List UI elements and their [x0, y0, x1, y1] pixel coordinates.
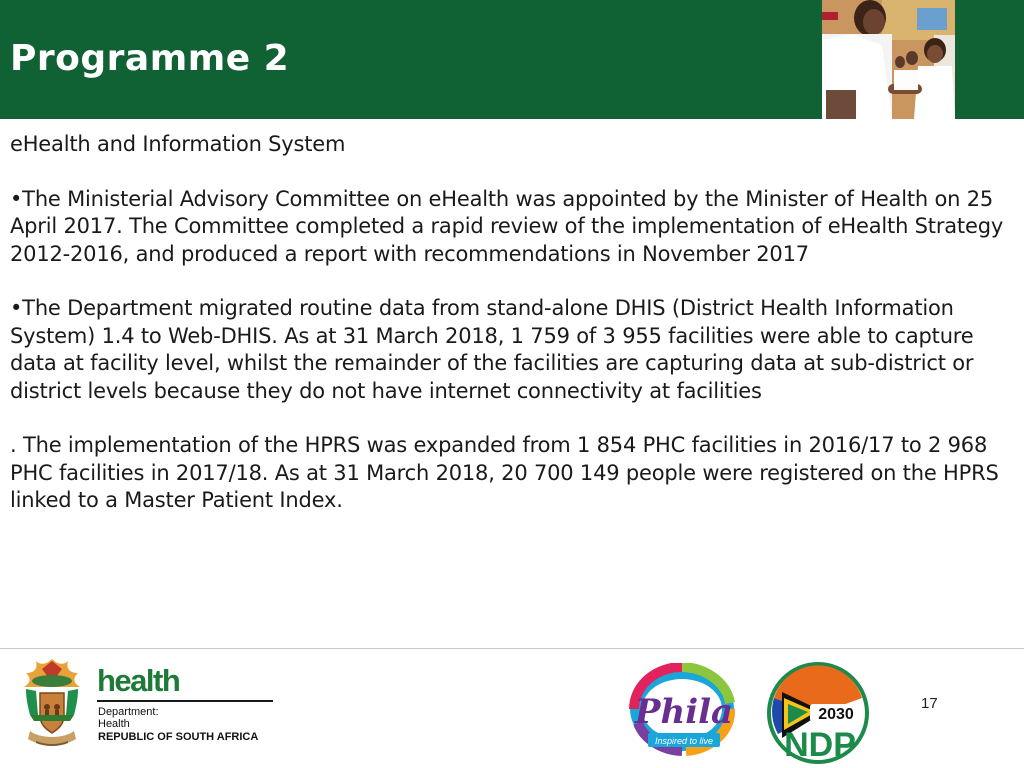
department-name: Health	[98, 718, 130, 730]
slide-body	[10, 131, 1014, 515]
department-label: Department:	[98, 706, 159, 718]
country-name: REPUBLIC OF SOUTH AFRICA	[98, 731, 259, 743]
bullet-paragraph-hprs: . The implementation of the HPRS was expanded from 1 854 PHC facilities in 2016/17 to 2 968 PHC facilities in 2017/18. As at 31 March 2018, 20 700 149 people were registered on the HPRS linked to a Master Patient Index.	[10, 433, 999, 513]
ndp-year: 2030	[818, 706, 854, 723]
nurse-child-photo	[822, 0, 955, 119]
slide-title: Programme 2	[10, 38, 290, 79]
health-rule	[97, 700, 273, 702]
page-number: 17	[921, 695, 938, 712]
section-heading: eHealth and Information System	[10, 132, 346, 156]
coat-of-arms-icon	[16, 655, 88, 751]
bullet-paragraph-dhis-migration: •The Department migrated routine data from stand-alone DHIS (District Health Information System) 1.4 to Web-DHIS. As at 31 March 2018, 1 759 of 3 955 facilities were able to capture data at facility level, whilst the remainder of the facilities are capturing data at sub-district or district levels because they do not have internet connectivity at facilities	[10, 296, 974, 403]
phila-logo-icon	[626, 663, 744, 763]
health-wordmark: health	[97, 663, 180, 698]
ndp-2030-logo-icon	[764, 662, 872, 764]
phila-tagline: Inspired to live	[654, 736, 714, 746]
footer-divider	[0, 648, 1024, 649]
ndp-word: NDP	[784, 726, 856, 764]
bullet-paragraph-mac-ehealth: •The Ministerial Advisory Committee on eHealth was appointed by the Minister of Health on 25 April 2017. The Committee completed a rapid review of the implementation of eHealth Strategy 2012-2016, and produced a report with recommendations in November 2017	[10, 186, 1004, 266]
phila-logo-word: Phila	[634, 692, 734, 732]
